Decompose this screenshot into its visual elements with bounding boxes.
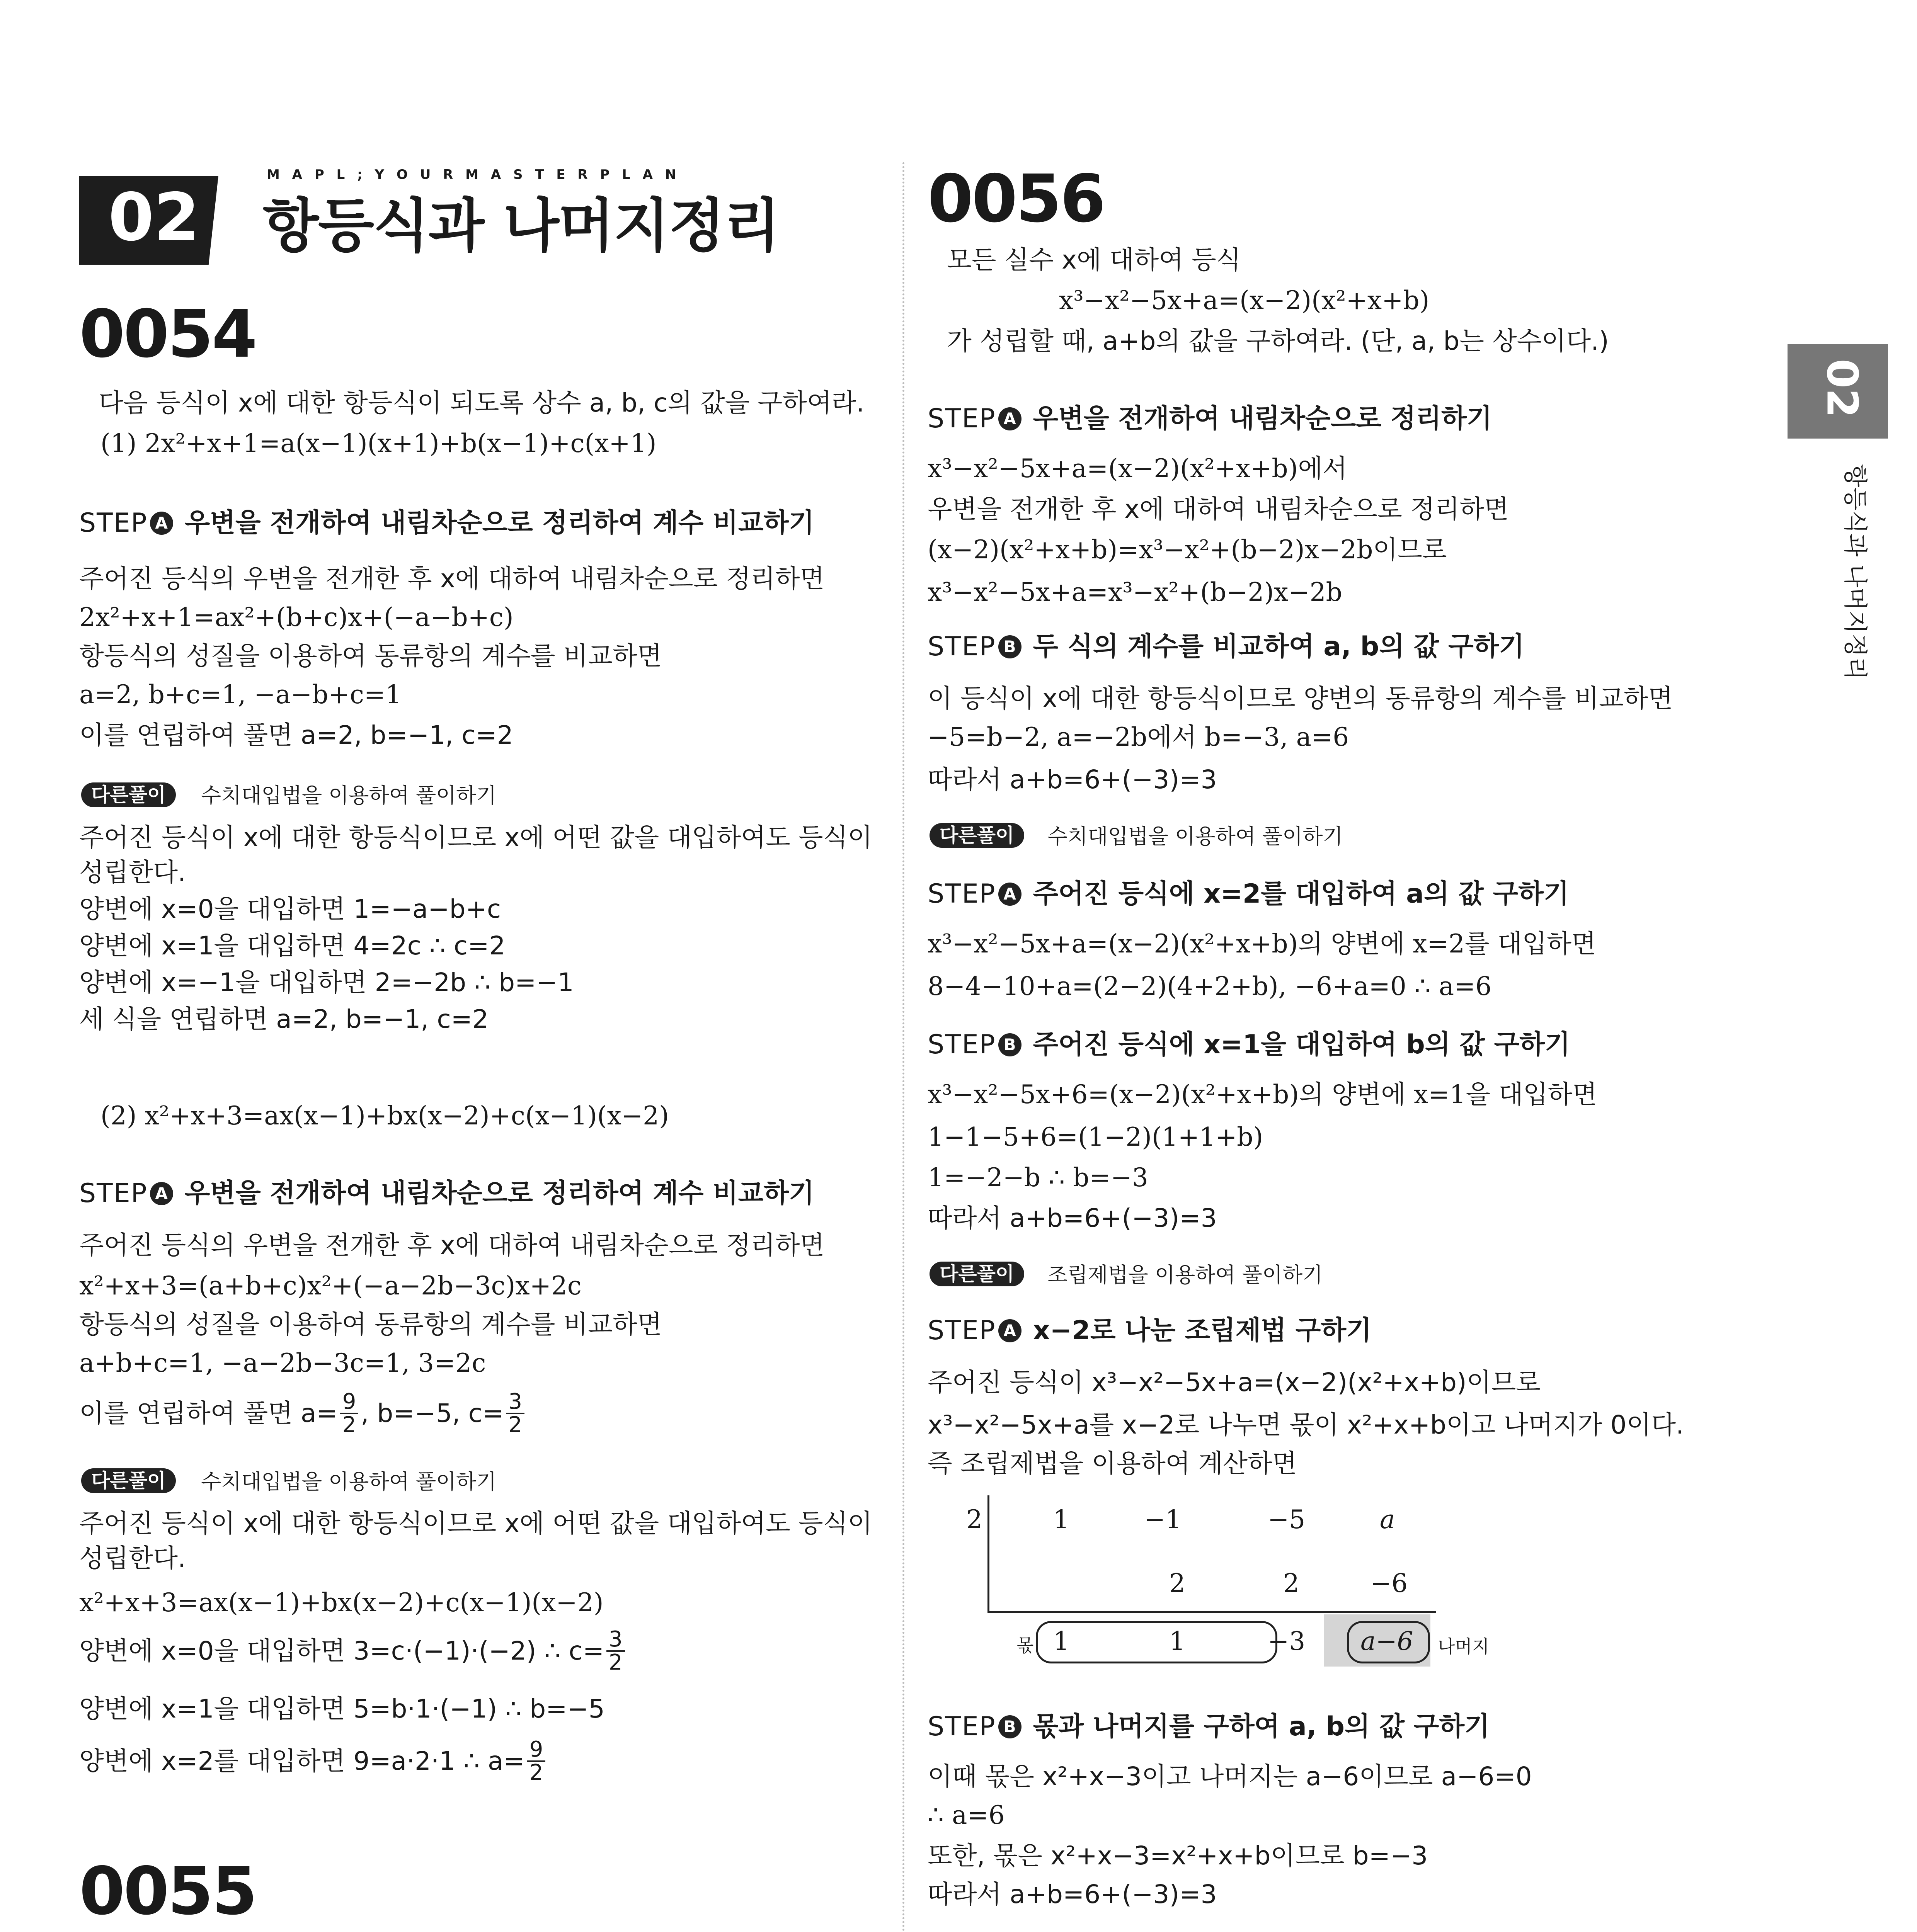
solution-line-fraction: 양변에 x=2를 대입하면 9=a·2·1 ∴ a= $\frac{9}{2}$	[79, 1739, 545, 1784]
solution-line: x³−x²−5x+a=(x−2)(x²+x+b)에서	[928, 454, 1347, 483]
side-tab-label: 항등식과 나머지정리	[1841, 464, 1869, 680]
column-divider	[902, 162, 904, 1932]
solution-line: x³−x²−5x+a=x³−x²+(b−2)x−2b	[928, 577, 1342, 607]
step-a-icon: A	[150, 512, 173, 535]
side-tab-number: 02	[1817, 359, 1867, 418]
question-equation: (1) 2x²+x+1=a(x−1)(x+1)+b(x−1)+c(x+1)	[100, 429, 657, 458]
solution-line: 1−1−5+6=(1−2)(1+1+b)	[928, 1122, 1263, 1152]
solution-line: 항등식의 성질을 이용하여 동류항의 계수를 비교하면	[79, 641, 662, 671]
question-equation: x³−x²−5x+a=(x−2)(x²+x+b)	[1059, 286, 1430, 315]
step-a-heading: STEP A 우변을 전개하여 내림차순으로 정리하여 계수 비교하기	[79, 1178, 814, 1209]
solution-line: ∴ a=6	[928, 1800, 1005, 1830]
solution-line: 세 식을 연립하면 a=2, b=−1, c=2	[79, 1004, 489, 1034]
step-a-heading: STEP A 우변을 전개하여 내림차순으로 정리하기	[928, 403, 1492, 434]
solution-line: 이를 연립하여 풀면 a=2, b=−1, c=2	[79, 720, 513, 750]
solution-line: x²+x+3=(a+b+c)x²+(−a−2b−3c)x+2c	[79, 1271, 582, 1301]
step-b-heading: STEP B 두 식의 계수를 비교하여 a, b의 값 구하기	[928, 631, 1525, 662]
solution-line: 양변에 x=−1을 대입하면 2=−2b ∴ b=−1	[79, 968, 574, 997]
step-a-heading: STEP A 우변을 전개하여 내림차순으로 정리하여 계수 비교하기	[79, 508, 814, 538]
solution-line: 주어진 등식이 x에 대한 항등식이므로 x에 어떤 값을 대입하여도 등식이	[79, 823, 873, 852]
series-tagline: M A P L ; Y O U R M A S T E R P L A N	[267, 167, 680, 182]
solution-line: 2x²+x+1=ax²+(b+c)x+(−a−b+c)	[79, 602, 514, 632]
solution-line: x²+x+3=ax(x−1)+bx(x−2)+c(x−1)(x−2)	[79, 1588, 604, 1617]
coef-cell: 1	[1053, 1505, 1069, 1534]
step-a-heading: STEP A 주어진 등식에 x=2를 대입하여 a의 값 구하기	[928, 879, 1569, 909]
question-text: 모든 실수 x에 대하여 등식	[947, 245, 1241, 275]
problem-number-0054: 0054	[79, 296, 256, 372]
solution-line: 따라서 a+b=6+(−3)=3	[928, 1203, 1217, 1233]
question-equation: (2) x²+x+3=ax(x−1)+bx(x−2)+c(x−1)(x−2)	[100, 1101, 669, 1131]
quotient-label: 몫	[1016, 1635, 1034, 1656]
chapter-number: 02	[108, 179, 200, 256]
result-cell: 1	[1053, 1626, 1069, 1656]
chapter-title: 항등식과 나머지정리	[263, 192, 780, 260]
step-b-icon: B	[998, 1715, 1021, 1738]
step-b-heading: STEP B 몫과 나머지를 구하여 a, b의 값 구하기	[928, 1711, 1490, 1742]
solution-line: x³−x²−5x+a=(x−2)(x²+x+b)의 양변에 x=2를 대입하면	[928, 929, 1596, 959]
solution-line: 주어진 등식의 우변을 전개한 후 x에 대하여 내림차순으로 정리하면	[79, 564, 825, 594]
solution-line: 이때 몫은 x²+x−3이고 나머지는 a−6이므로 a−6=0	[928, 1762, 1532, 1791]
solution-line: 우변을 전개한 후 x에 대하여 내림차순으로 정리하면	[928, 494, 1509, 524]
synthetic-division	[958, 1492, 1500, 1692]
solution-line: 즉 조립제법을 이용하여 계산하면	[928, 1449, 1297, 1478]
step-b-heading: STEP B 주어진 등식에 x=1을 대입하여 b의 값 구하기	[928, 1029, 1570, 1060]
question-text: 다음 등식이 x에 대한 항등식이 되도록 상수 a, b, c의 값을 구하여라.	[99, 388, 865, 418]
divisor: 2	[966, 1505, 982, 1534]
alt-solution-badge: 다른풀이	[930, 1262, 1024, 1286]
alt-solution-caption: 수치대입법을 이용하여 풀이하기	[201, 783, 497, 808]
question-text: 가 성립할 때, a+b의 값을 구하여라. (단, a, b는 상수이다.)	[947, 326, 1609, 356]
step-a-icon: A	[998, 883, 1021, 906]
alt-solution-caption: 수치대입법을 이용하여 풀이하기	[1047, 824, 1343, 849]
product-cell: 2	[1283, 1568, 1299, 1598]
step-a-icon: A	[150, 1182, 173, 1205]
step-a-heading: STEP A x−2로 나눈 조립제법 구하기	[928, 1315, 1372, 1346]
step-a-icon: A	[998, 1319, 1021, 1342]
product-cell: 2	[1169, 1568, 1185, 1598]
step-a-icon: A	[998, 407, 1021, 430]
solution-line: 주어진 등식이 x에 대한 항등식이므로 x에 어떤 값을 대입하여도 등식이	[79, 1509, 873, 1538]
solution-line: 항등식의 성질을 이용하여 동류항의 계수를 비교하면	[79, 1310, 662, 1339]
problem-number-0056: 0056	[928, 161, 1105, 237]
alt-solution-badge: 다른풀이	[81, 782, 176, 807]
solution-line: 양변에 x=0을 대입하면 1=−a−b+c	[79, 894, 501, 924]
solution-line: (x−2)(x²+x+b)=x³−x²+(b−2)x−2b이므로	[928, 535, 1447, 565]
solution-line: 양변에 x=1을 대입하면 5=b·1·(−1) ∴ b=−5	[79, 1694, 605, 1724]
solution-line: −5=b−2, a=−2b에서 b=−3, a=6	[928, 722, 1349, 752]
step-b-icon: B	[998, 1033, 1021, 1056]
alt-solution-badge: 다른풀이	[930, 823, 1024, 848]
coef-cell: a	[1380, 1505, 1395, 1534]
solution-line: 성립한다.	[79, 1543, 186, 1573]
coef-cell: −5	[1268, 1505, 1306, 1534]
solution-line-fraction: 양변에 x=0을 대입하면 3=c·(−1)·(−2) ∴ c= $\frac{3}{2}$	[79, 1629, 625, 1673]
result-cell: −3	[1268, 1626, 1306, 1656]
solution-line: 따라서 a+b=6+(−3)=3	[928, 1879, 1217, 1909]
solution-line-fractions: 이를 연립하여 풀면 a= $\frac{9}{2}$ , b=−5, c= $\frac{3}{2}$	[79, 1391, 527, 1436]
solution-line: 1=−2−b ∴ b=−3	[928, 1163, 1148, 1192]
result-cell: 1	[1169, 1626, 1185, 1656]
solution-line: 또한, 몫은 x²+x−3=x²+x+b이므로 b=−3	[928, 1841, 1428, 1871]
coef-cell: −1	[1144, 1505, 1182, 1534]
product-cell: −6	[1370, 1568, 1408, 1598]
alt-solution-caption: 조립제법을 이용하여 풀이하기	[1047, 1263, 1323, 1287]
alt-solution-badge: 다른풀이	[81, 1468, 176, 1493]
remainder-cell: a−6	[1360, 1626, 1413, 1656]
solution-line: x³−x²−5x+a를 x−2로 나누면 몫이 x²+x+b이고 나머지가 0이다.	[928, 1410, 1684, 1440]
solution-line: a=2, b+c=1, −a−b+c=1	[79, 680, 402, 709]
solution-line: 이 등식이 x에 대한 항등식이므로 양변의 동류항의 계수를 비교하면	[928, 684, 1673, 713]
problem-number-0055: 0055	[79, 1853, 256, 1930]
step-b-icon: B	[998, 635, 1021, 658]
solution-line: 따라서 a+b=6+(−3)=3	[928, 765, 1217, 794]
solution-line: 8−4−10+a=(2−2)(4+2+b), −6+a=0 ∴ a=6	[928, 971, 1492, 1001]
alt-solution-caption: 수치대입법을 이용하여 풀이하기	[201, 1469, 497, 1494]
solution-line: 양변에 x=1을 대입하면 4=2c ∴ c=2	[79, 931, 506, 961]
quotient-frame	[1036, 1621, 1277, 1663]
remainder-label: 나머지	[1438, 1636, 1490, 1657]
solution-line: 성립한다.	[79, 857, 186, 887]
solution-line: 주어진 등식의 우변을 전개한 후 x에 대하여 내림차순으로 정리하면	[79, 1230, 825, 1260]
solution-line: x³−x²−5x+6=(x−2)(x²+x+b)의 양변에 x=1을 대입하면	[928, 1080, 1597, 1109]
solution-line: a+b+c=1, −a−2b−3c=1, 3=2c	[79, 1348, 486, 1378]
solution-line: 주어진 등식이 x³−x²−5x+a=(x−2)(x²+x+b)이므로	[928, 1367, 1541, 1397]
